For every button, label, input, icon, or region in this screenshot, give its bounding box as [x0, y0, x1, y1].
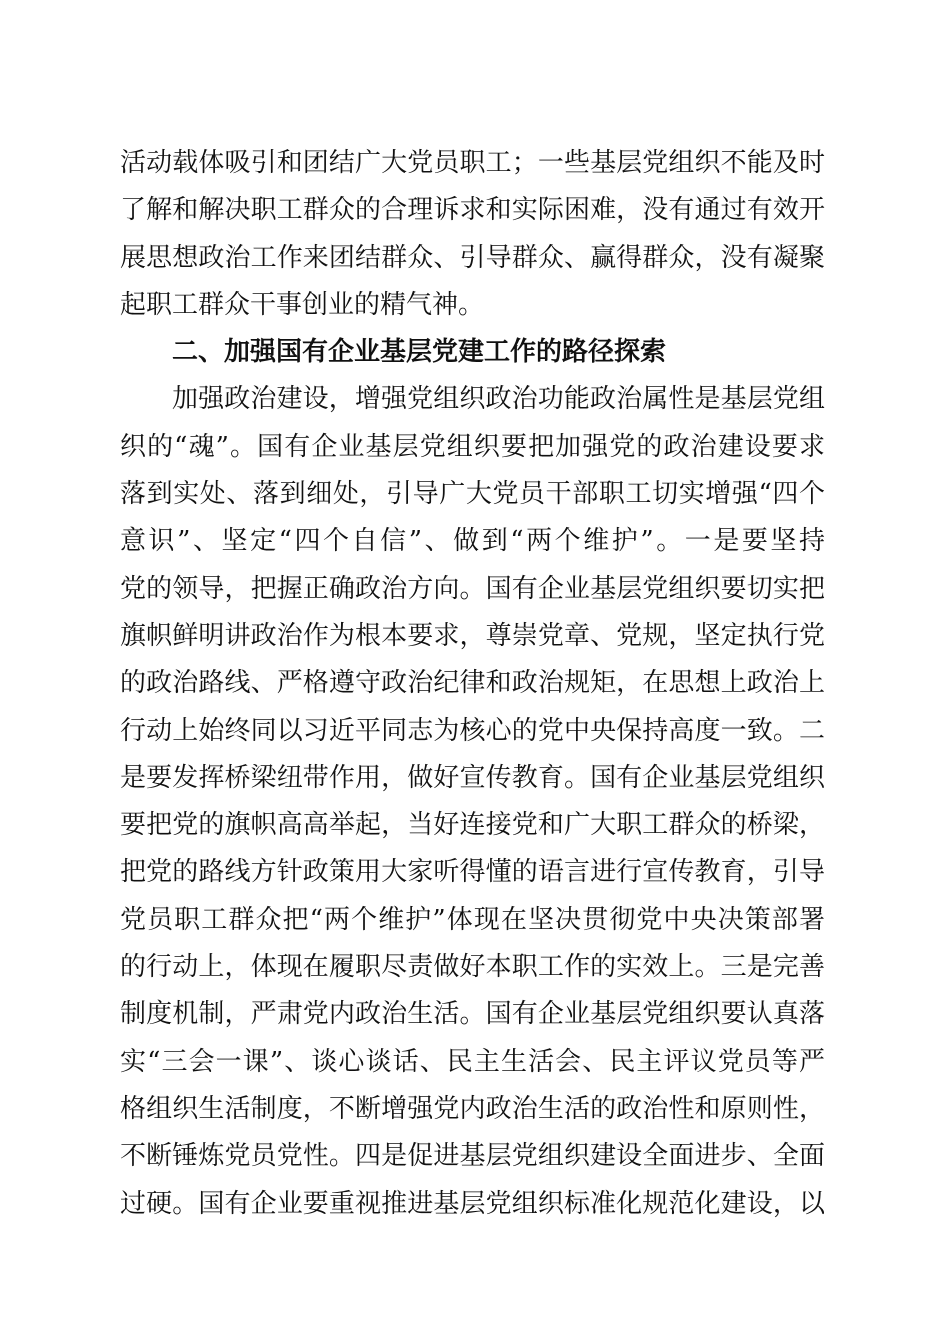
text-line: 把党的路线方针政策用大家听得懂的语言进行宣传教育，引导: [120, 857, 825, 888]
text-line: 织的“魂”。国有企业基层党组织要把加强党的政治建设要求: [120, 431, 825, 462]
text-line: 党员职工群众把“两个维护”体现在坚决贯彻党中央决策部署: [120, 904, 825, 935]
text-line: 加强政治建设，增强党组织政治功能政治属性是基层党组: [172, 384, 825, 415]
text-line: 活动载体吸引和团结广大党员职工；一些基层党组织不能及时: [120, 148, 825, 178]
text-line: 要把党的旗帜高高举起，当好连接党和广大职工群众的桥梁，: [120, 810, 825, 841]
text-line: 党的领导，把握正确政治方向。国有企业基层党组织要切实把: [120, 573, 825, 604]
text-line: 不断锤炼党员党性。四是促进基层党组织建设全面进步、全面: [120, 1141, 825, 1172]
text-line: 了解和解决职工群众的合理诉求和实际困难，没有通过有效开: [120, 195, 825, 226]
text-line: 的政治路线、严格遵守政治纪律和政治规矩，在思想上政治上: [120, 668, 825, 699]
section-heading: 二、加强国有企业基层党建工作的路径探索: [172, 337, 667, 368]
paragraph-1: [120, 140, 825, 329]
text-line: 落到实处、落到细处，引导广大党员干部职工切实增强“四个: [120, 479, 825, 510]
text-line: 意识”、坚定“四个自信”、做到“两个维护”。一是要坚持: [120, 526, 825, 557]
text-line: 旗帜鲜明讲政治作为根本要求，尊崇党章、党规，坚定执行党: [120, 620, 825, 651]
text-line: 的行动上，体现在履职尽责做好本职工作的实效上。三是完善: [120, 952, 825, 983]
text-line: 展思想政治工作来团结群众、引导群众、赢得群众，没有凝聚: [120, 242, 825, 273]
paragraph-2: [120, 376, 825, 1227]
text-line: 行动上始终同以习近平同志为核心的党中央保持高度一致。二: [120, 715, 825, 746]
text-line: 格组织生活制度，不断增强党内政治生活的政治性和原则性，: [120, 1093, 825, 1124]
text-line: 制度机制，严肃党内政治生活。国有企业基层党组织要认真落: [120, 999, 825, 1030]
document-body: [120, 140, 825, 1228]
text-line: 实“三会一课”、谈心谈话、民主生活会、民主评议党员等严: [120, 1046, 825, 1077]
text-line: 过硬。国有企业要重视推进基层党组织标准化规范化建设，以: [120, 1188, 825, 1219]
text-line: 是要发挥桥梁纽带作用，做好宣传教育。国有企业基层党组织: [120, 762, 825, 793]
text-line: 起职工群众干事创业的精气神。: [120, 289, 485, 320]
